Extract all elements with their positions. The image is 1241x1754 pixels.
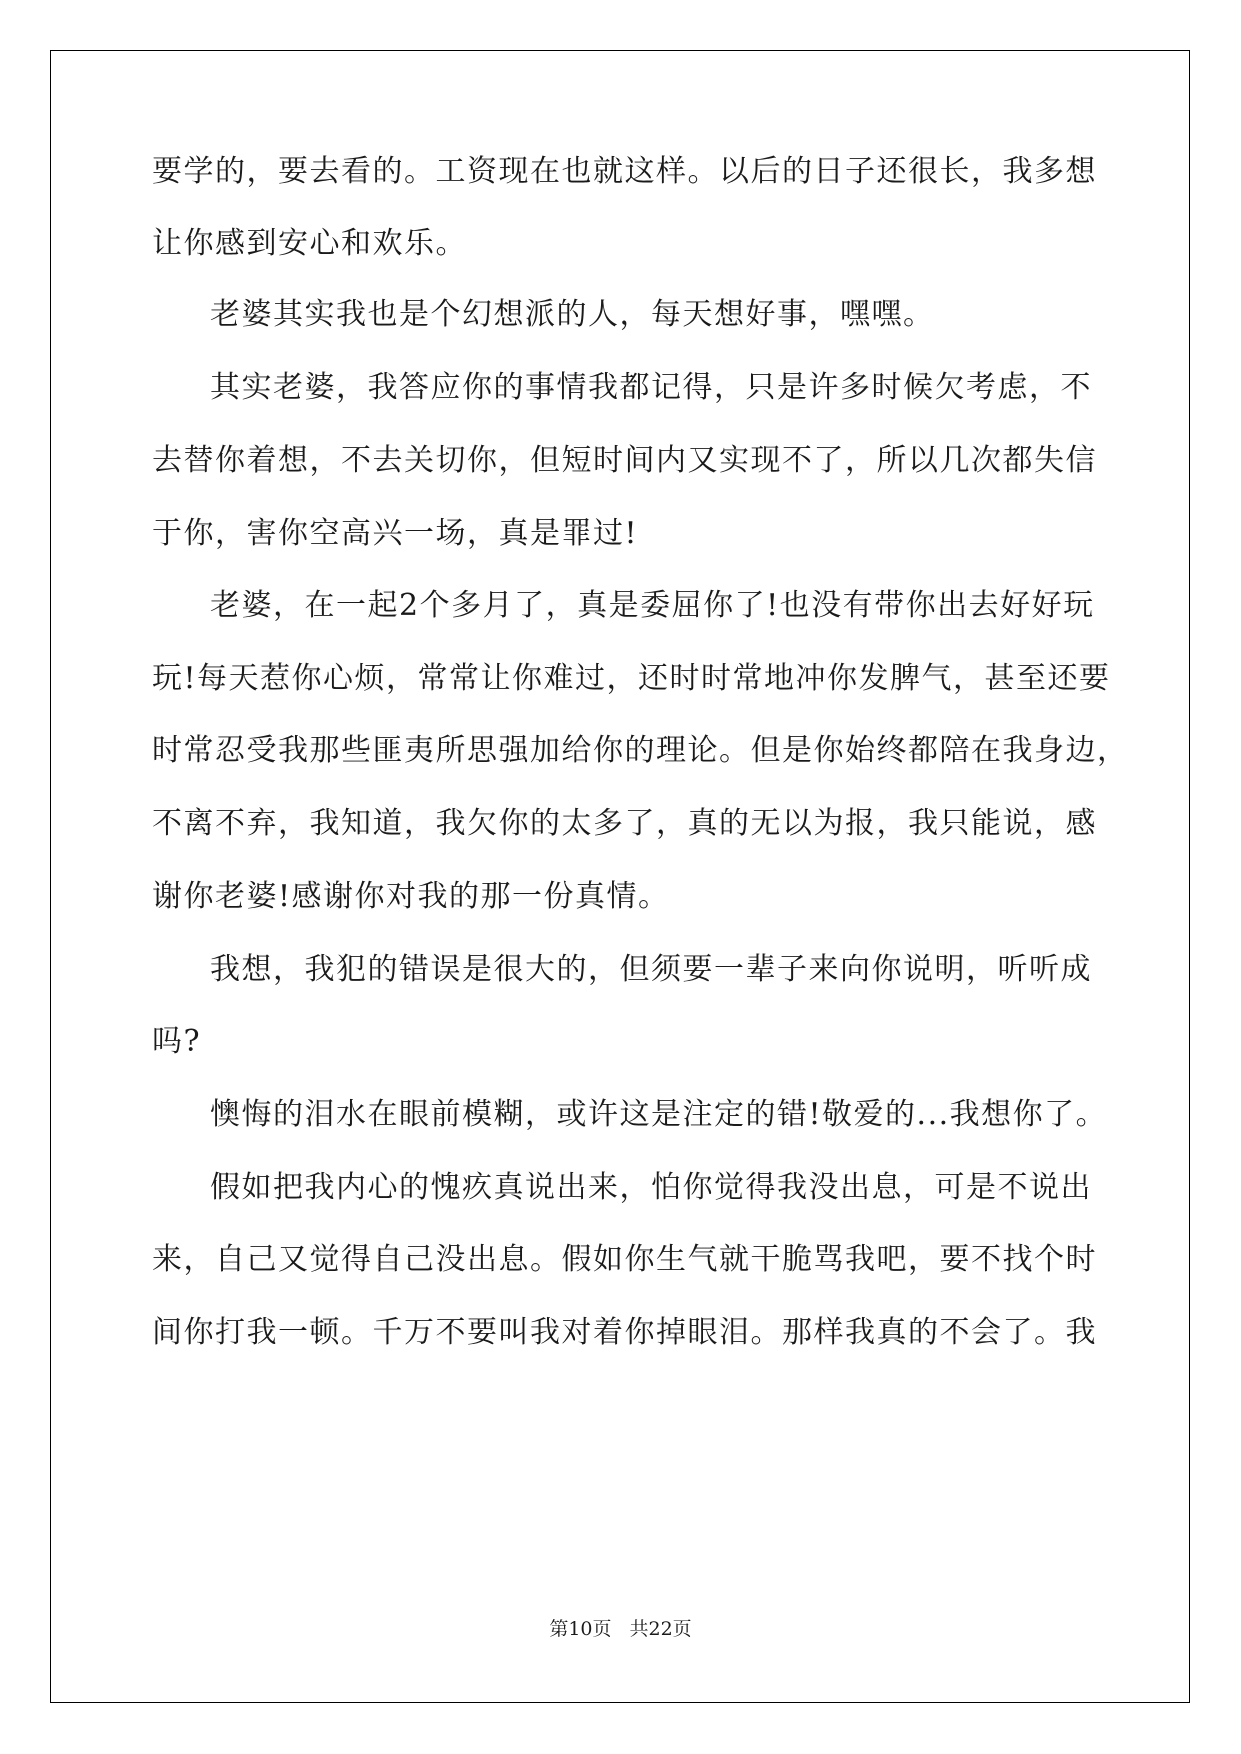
text-line: 玩!每天惹你心烦，常常让你难过，还时时常地冲你发脾气，甚至还要 [152,661,1111,696]
text-line: 时常忍受我那些匪夷所思强加给你的理论。但是你始终都陪在我身边， [152,733,1129,768]
text-line: 让你感到安心和欢乐。 [152,226,467,261]
paragraph-start-line: 假如把我内心的愧疚真说出来，怕你觉得我没出息，可是不说出 [210,1170,1092,1205]
text-line: 不离不弃，我知道，我欠你的太多了，真的无以为报，我只能说，感 [152,806,1097,841]
text-line: 要学的，要去看的。工资现在也就这样。以后的日子还很长，我多想 [152,154,1097,189]
paragraph-start-line: 懊悔的泪水在眼前模糊，或许这是注定的错!敬爱的...我想你了。 [210,1097,1108,1132]
paragraph-start-line: 其实老婆，我答应你的事情我都记得，只是许多时候欠考虑，不 [210,370,1092,405]
paragraph-start-line: 我想，我犯的错误是很大的，但须要一辈子来向你说明，听听成 [210,952,1092,987]
paragraph-start-line: 老婆，在一起2个多月了，真是委屈你了!也没有带你出去好好玩 [210,588,1095,623]
text-line: 来，自己又觉得自己没出息。假如你生气就干脆骂我吧，要不找个时 [152,1242,1097,1277]
text-line: 间你打我一顿。千万不要叫我对着你掉眼泪。那样我真的不会了。我 [152,1315,1097,1350]
page-total: 共22页 [629,1618,692,1640]
paragraph-start-line: 老婆其实我也是个幻想派的人，每天想好事，嘿嘿。 [210,297,935,332]
text-line: 去替你着想，不去关切你，但短时间内又实现不了，所以几次都失信 [152,443,1097,478]
text-line: 谢你老婆!感谢你对我的那一份真情。 [152,879,670,914]
page-footer [0,1617,1241,1641]
page-number: 第10页 [549,1618,612,1640]
text-line: 于你，害你空高兴一场，真是罪过! [152,516,639,551]
text-line: 吗? [152,1024,202,1059]
